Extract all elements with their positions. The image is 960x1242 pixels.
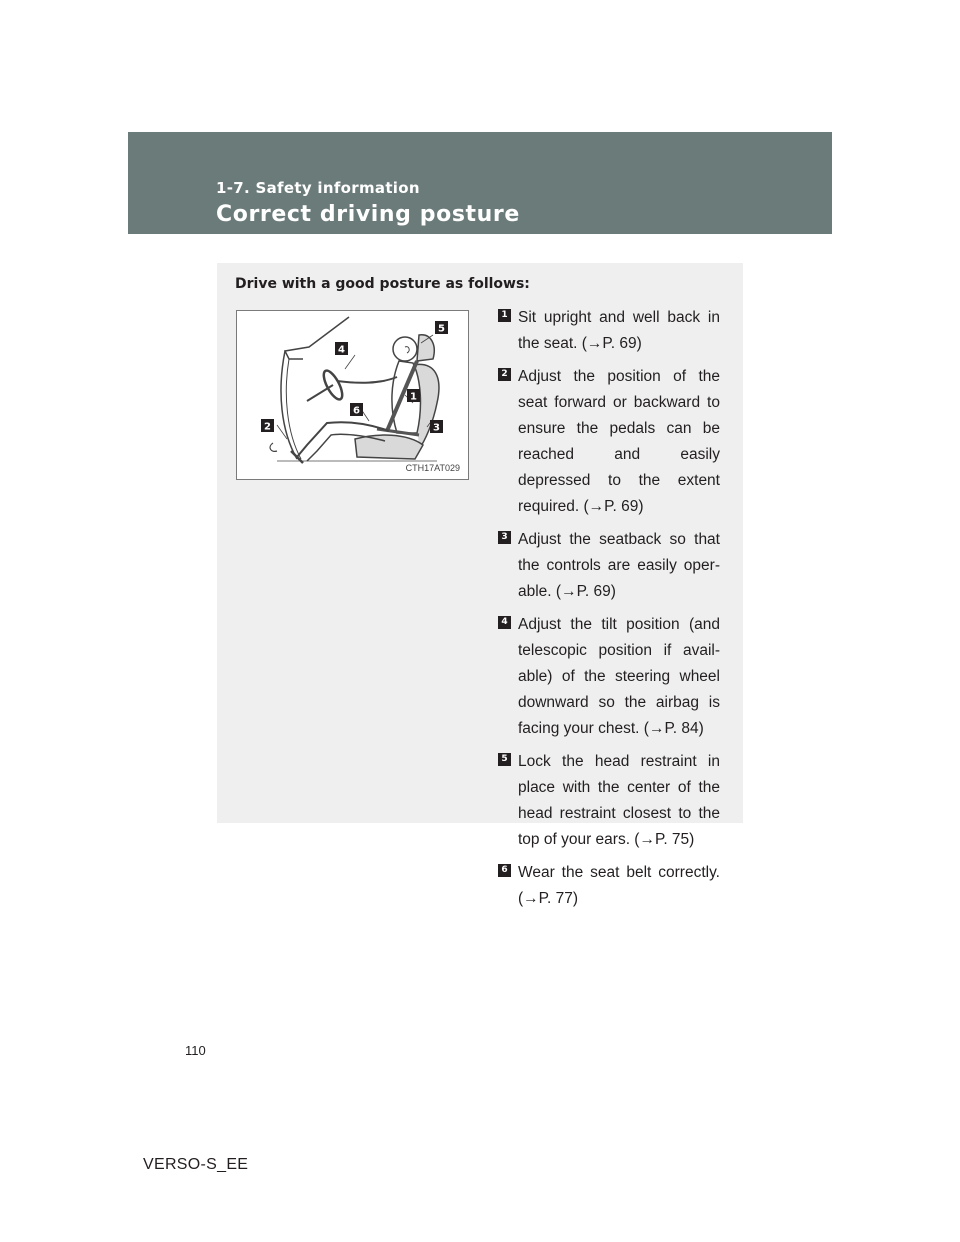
driving-posture-figure: [236, 310, 469, 480]
step-3: [498, 527, 720, 605]
svg-text:2: 2: [264, 421, 271, 433]
step-marker: 2: [498, 368, 511, 381]
page-number: 110: [185, 1043, 206, 1058]
step-text: Adjust the tilt position (and telescopic position if avail-able) of the steering wheel downward so the airbag is facing your chest. (→P. 84): [518, 616, 720, 737]
svg-text:1: 1: [410, 391, 417, 403]
step-6: [498, 860, 720, 912]
svg-text:5: 5: [438, 323, 445, 335]
intro-text: Drive with a good posture as follows:: [235, 276, 530, 292]
chapter-header: [128, 132, 832, 234]
step-text: Sit upright and well back in the seat. (→P. 69): [518, 309, 720, 352]
step-4: [498, 612, 720, 742]
step-marker: 1: [498, 309, 511, 322]
step-marker: 6: [498, 864, 511, 877]
section-label: 1-7. Safety information: [216, 179, 420, 197]
document-code: VERSO-S_EE: [143, 1156, 249, 1173]
posture-steps: [498, 305, 720, 919]
svg-text:4: 4: [338, 344, 345, 356]
step-1: [498, 305, 720, 357]
step-marker: 5: [498, 753, 511, 766]
step-text: Adjust the seatback so that the controls are easily oper-able. (→P. 69): [518, 531, 720, 600]
page-title: Correct driving posture: [216, 202, 520, 227]
step-text: Adjust the position of the seat forward or backward to ensure the pedals can be reached and easily depressed to the extent required. (→P. 69): [518, 368, 720, 515]
content-panel: [217, 263, 743, 907]
svg-text:6: 6: [353, 405, 360, 417]
step-marker: 4: [498, 616, 511, 629]
step-text: Lock the head restraint in place with the center of the head restraint closest to the top of your ears. (→P. 75): [518, 753, 720, 848]
svg-text:3: 3: [433, 422, 440, 434]
step-2: [498, 364, 720, 520]
step-5: [498, 749, 720, 853]
step-marker: 3: [498, 531, 511, 544]
figure-code: CTH17AT029: [405, 463, 460, 473]
driver-illustration: [237, 311, 468, 479]
step-text: Wear the seat belt correctly. (→P. 77): [518, 864, 720, 907]
